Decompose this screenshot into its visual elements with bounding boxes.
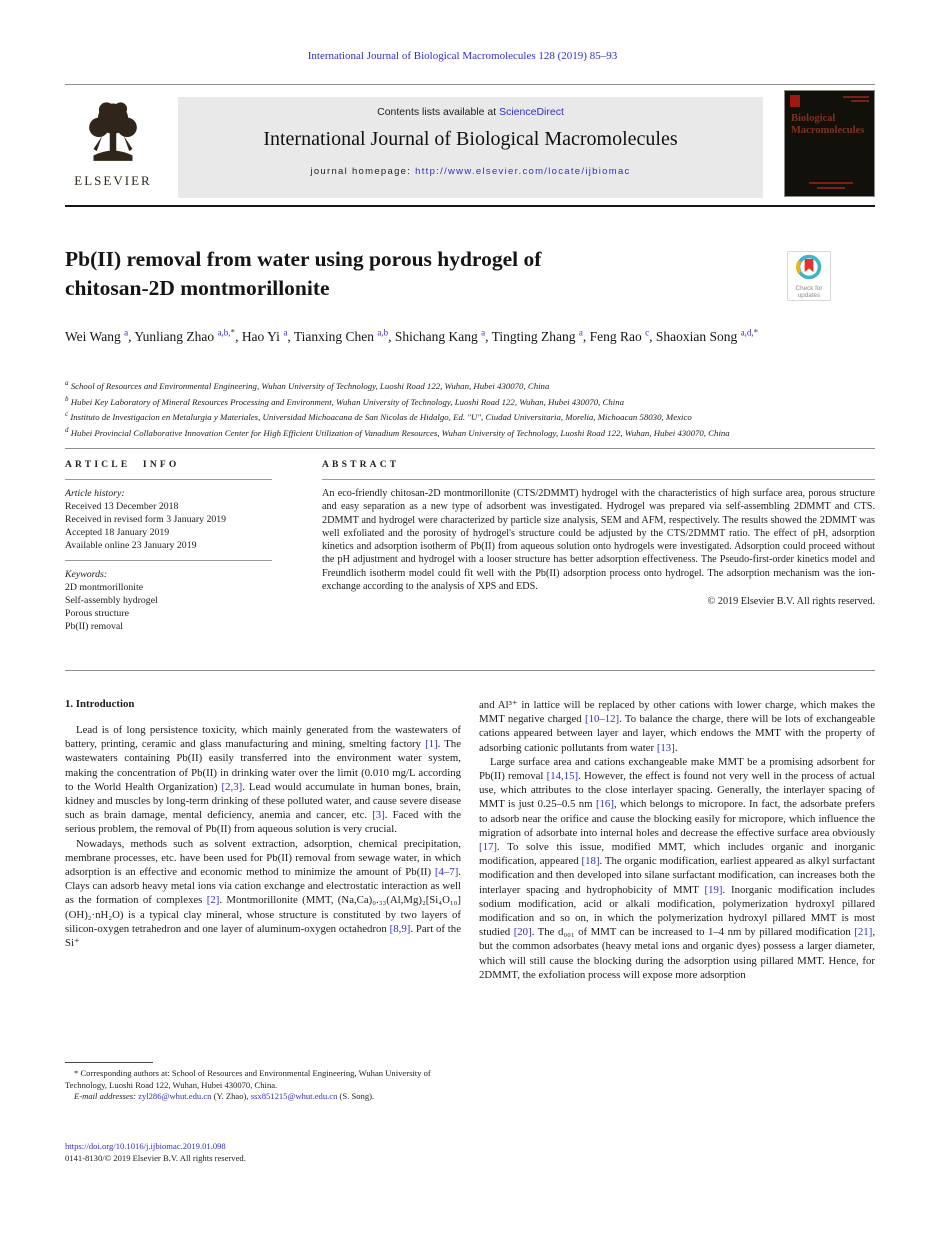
contents-line [178, 97, 763, 118]
email-link-zhao[interactable]: zyl286@whut.edu.cn [138, 1091, 212, 1102]
homepage-prefix: journal homepage: [310, 166, 416, 177]
cover-title-line1: Biological [791, 113, 836, 124]
sciencedirect-link[interactable]: ScienceDirect [499, 106, 564, 118]
author [590, 329, 656, 344]
cover-volume-line [843, 96, 869, 98]
history-item: Available online 23 January 2019 [65, 540, 197, 551]
author-name: Shichang Kang [394, 328, 478, 344]
affiliation [65, 408, 875, 424]
keyword-item: 2D montmorillonite [65, 582, 144, 593]
corresponding-author-footnote [65, 1062, 461, 1103]
author [492, 329, 590, 344]
article-title [65, 245, 725, 303]
author-name: Hao Yi [241, 328, 280, 344]
affiliation-sup: d [65, 426, 69, 435]
article-info-top-rule [65, 448, 875, 449]
affiliation-text: Instituto de Investigacion en Metalurgia y Materiales, Universidad Michoacana de San Nicolas de Hidalgo, Ed. "U", Ciudad Universitaria, Morelia, Michoacan 58030, Mexico [70, 412, 692, 423]
cover-publisher-mark-icon [790, 95, 800, 107]
intro-paragraph-3: and Al³⁺ in lattice will be replaced by other cations with lower charge, which makes the MMT negative charged [10–12]. To balance the charge, there will be lots of exchangeable cations appeared between layer and layer, which endows the MMT with the property of adsorbing cationic pollutants from water [13]. [479, 699, 875, 754]
affiliation-sup: b [65, 394, 69, 403]
badge-label-line2: updates [797, 292, 821, 299]
badge-label-line1: Check for [795, 285, 823, 292]
affiliation [65, 377, 875, 393]
abstract-heading-rule [322, 479, 875, 480]
article-info-heading: ARTICLE INFO [65, 460, 180, 470]
author [294, 329, 395, 344]
footnote-text [65, 1068, 461, 1091]
article-history-label: Article history: [65, 488, 125, 499]
footnote-body: Corresponding authors at: School of Resources and Environmental Engineering, Wuhan University of Technology, Luoshi Road 122, Wuhan, Hubei 430070, China. [65, 1068, 431, 1090]
introduction-heading: 1. Introduction [65, 698, 135, 710]
affiliation-sup: c [65, 410, 69, 419]
doi-block [65, 1140, 246, 1164]
author-affiliation-sup: a [578, 327, 583, 337]
keyword-item: Porous structure [65, 608, 129, 619]
cover-footer-line2 [817, 187, 845, 189]
cover-title [791, 113, 864, 136]
author-affiliation-sup: c [645, 327, 650, 337]
article-title-line2: chitosan-2D montmorillonite [65, 276, 330, 300]
author-name: Tingting Zhang [491, 328, 576, 344]
author-affiliation-sup: a,d,* [740, 327, 759, 337]
homepage-url-link[interactable]: http://www.elsevier.com/locate/ijbiomac [415, 166, 631, 177]
intro-paragraph-4: Large surface area and cations exchangeable make MMT be a promising adsorbent for Pb(II) removal [14,15]. However, the effect is found not very well in the process of actual use, which attributes to the close interlayer spacing. Generally, the interlayer spacing of MMT is just 0.25–0.5 nm [16], which belongs to micropore. In fact, the adsorbate prefers to adsorb near the orifice and cause the blocking easily for micropore, which influence the migration of adsorbate into internal holes and decrease the effective surface area obviously [17]. To solve this issue, modified MMT, which includes organic and inorganic modification, appeared [18]. The organic modification, earliest appeared as alkyl surfactant modification and then developed into silane surfactant modification, can increases both the interlayer spacing and hydrophobicity of MMT [19]. Inorganic modification includes sodium modification, acid or alkali modification, polymerization hydroxyl pillared modification and so on, in which the polymerization hydroxyl pillared MMT is most studied [20]. The d₀₀₁ of MMT can be increased to 1–4 nm by pillared modification [21], but the common adsorbates (heavy metal ions and organic dyes) possess a larger diameter, which will still cause the blocking during the adsorption using pillared MMT. Hence, for 2DMMT, the exfoliation process will expose more adsorption [479, 755, 876, 981]
author-name: Tianxing Chen [293, 328, 374, 344]
affiliation [65, 424, 875, 440]
elsevier-tree-icon [80, 97, 146, 175]
article-info-section [65, 460, 272, 633]
cover-volume-line2 [851, 100, 869, 102]
author-name: Shaoxian Song [655, 328, 738, 344]
history-item: Accepted 18 January 2019 [65, 527, 170, 538]
author [395, 329, 492, 344]
author [242, 329, 294, 344]
email-addresses-label: E-mail addresses: [74, 1091, 136, 1102]
cover-footer-line [809, 182, 853, 184]
keyword-item: Self-assembly hydrogel [65, 595, 158, 606]
author [134, 329, 242, 344]
abstract-section [322, 460, 875, 607]
article-info-heading-rule [65, 479, 272, 480]
keywords-separator-rule [65, 560, 272, 561]
keyword-item: Pb(II) removal [65, 621, 123, 632]
intro-paragraph-1: Lead is of long persistence toxicity, which mainly generated from the wastewaters of battery, printing, ceramic and glass manufacturing and mining, smelting factory [1]. The wastewaters containing Pb(II) easily transferred into the environment water system, making the concentration of Pb(II) in drinking water over the limit (0.010 mg/L according to the World Health Organization) [2,3]. Lead would accumulate in human bones, brain, kidney and muscles by long-term drinking of these polluted water, and cause severe disease such as brain damage, mental deficiency, anemia and cancer, etc. [3]. Faced with the serious problem, the removal of Pb(II) from aqueous solution is very crucial. [65, 724, 461, 836]
footnote-rule [65, 1062, 153, 1063]
cover-title-line2: Macromolecules [791, 124, 865, 136]
intro-paragraph-2: Nowadays, methods such as solvent extraction, adsorption, chemical precipitation, membrane processes, etc. have been used for Pb(II) removal from sewage water, in which adsorption is an effective and economic method to minimize the amount of Pb(II) [4–7]. Clays can adsorb heavy metal ions via cation exchange and electrostatic interaction as well as the formation of complexes [2]. Montmorillonite (MMT, (Na,Ca)₀.₃₃(Al,Mg)₂[Si₄O₁₀](OH)₂·nH₂O) is a typical clay mineral, whose structure is constituted by two layers of silicon-oxygen tetrahedron and one layer of aluminum-oxygen octahedron [8,9]. Part of the Si⁺ [65, 837, 461, 950]
footnote-marker: * [74, 1068, 79, 1078]
author-list [65, 322, 815, 347]
elsevier-logo[interactable] [65, 97, 161, 198]
history-item: Received 13 December 2018 [65, 501, 179, 512]
doi-link[interactable]: https://doi.org/10.1016/j.ijbiomac.2019.01.098 [65, 1141, 226, 1151]
abstract-text: An eco-friendly chitosan-2D montmorillonite (CTS/2DMMT) hydrogel with the characteristics of high surface area, porous structure and easy separation as a new type of adsorbent was investigated. Hydrogel was prepared via self-assembling 2DMMT and CTS. 2DMMT and hydrogel were characterized by particle size analysis, SEM and AFM, respectively. The results showed the 2DMMT was well exfoliated and the porosity of hydrogel's structure could be adjusted by the CTS/2DMMT ratio. The effect of pH, adsorption kinetics and adsorption isotherm of Pb(II) from aqueous solution onto hydrogels were investigated. Adsorption could proceed without the pH adjustment and hydrogel with a looser structure has better adsorption effectiveness. The Pseudo-first-order kinetics model and Freundlich isotherm model could fit well with the Pb(II) adsorption process onto hydrogel. The adsorption mechanism was the ion-exchange according to the analysis of XPS and EDS. [322, 488, 875, 593]
journal-cover-thumbnail[interactable] [784, 90, 875, 197]
author-affiliation-sup: a [283, 327, 288, 337]
footnote-emails [65, 1091, 461, 1103]
affiliation-text: Hubei Key Laboratory of Mineral Resources Processing and Environment, Wuhan University of Technology, Luoshi Road 122, Wuhan, Hubei 430070, China [70, 396, 625, 407]
affiliation-sup: a [65, 379, 69, 387]
author-name: Yunliang Zhao [134, 328, 215, 344]
abstract-copyright: © 2019 Elsevier B.V. All rights reserved. [707, 596, 875, 608]
affiliation-text: School of Resources and Environmental Engineering, Wuhan University of Technology, Luoshi Road 122, Wuhan, Hubei 430070, China [70, 380, 550, 391]
email-owner-song: (S. Song). [339, 1091, 375, 1102]
masthead-bottom-rule [65, 205, 875, 207]
author-name: Wei Wang [65, 328, 121, 344]
abstract-heading: ABSTRACT [322, 460, 400, 470]
author-affiliation-sup: a,b [377, 327, 389, 337]
masthead [178, 97, 763, 198]
elsevier-wordmark: ELSEVIER [74, 173, 152, 188]
homepage-line [178, 166, 763, 177]
history-item: Received in revised form 3 January 2019 [65, 514, 227, 525]
article-title-line1: Pb(II) removal from water using porous hydrogel of [65, 247, 542, 271]
crossmark-icon [796, 254, 822, 280]
check-for-updates-label [788, 285, 830, 299]
author-affiliation-sup: a,b,* [217, 327, 236, 337]
check-for-updates-badge[interactable] [787, 251, 831, 301]
contents-prefix: Contents lists available at [377, 106, 500, 118]
body-column-left [65, 698, 461, 1064]
journal-title: International Journal of Biological Macromolecules [263, 128, 678, 150]
body-column-right [479, 698, 875, 982]
email-owner-zhao: (Y. Zhao), [213, 1091, 249, 1102]
author [65, 329, 134, 344]
author-affiliation-sup: a [124, 327, 129, 337]
affiliation-text: Hubei Provincial Collaborative Innovation Center for High Efficient Utilization of Vanadium Resources, Wuhan University of Technology, Luoshi Road 122, Wuhan, Hubei 430070, China [70, 428, 730, 439]
affiliation-list [65, 377, 875, 440]
author-affiliation-sup: a [481, 327, 486, 337]
running-head-citation: International Journal of Biological Macromolecules 128 (2019) 85–93 [307, 50, 618, 62]
email-link-song[interactable]: ssx851215@whut.edu.cn [250, 1091, 338, 1102]
header-top-rule [65, 84, 875, 85]
author-name: Feng Rao [589, 328, 642, 344]
issn-copyright-line: 0141-8130/© 2019 Elsevier B.V. All rights reserved. [65, 1153, 246, 1163]
affiliation [65, 393, 875, 409]
author [656, 329, 758, 344]
keywords-label: Keywords: [65, 569, 108, 580]
abstract-bottom-rule [65, 670, 875, 671]
